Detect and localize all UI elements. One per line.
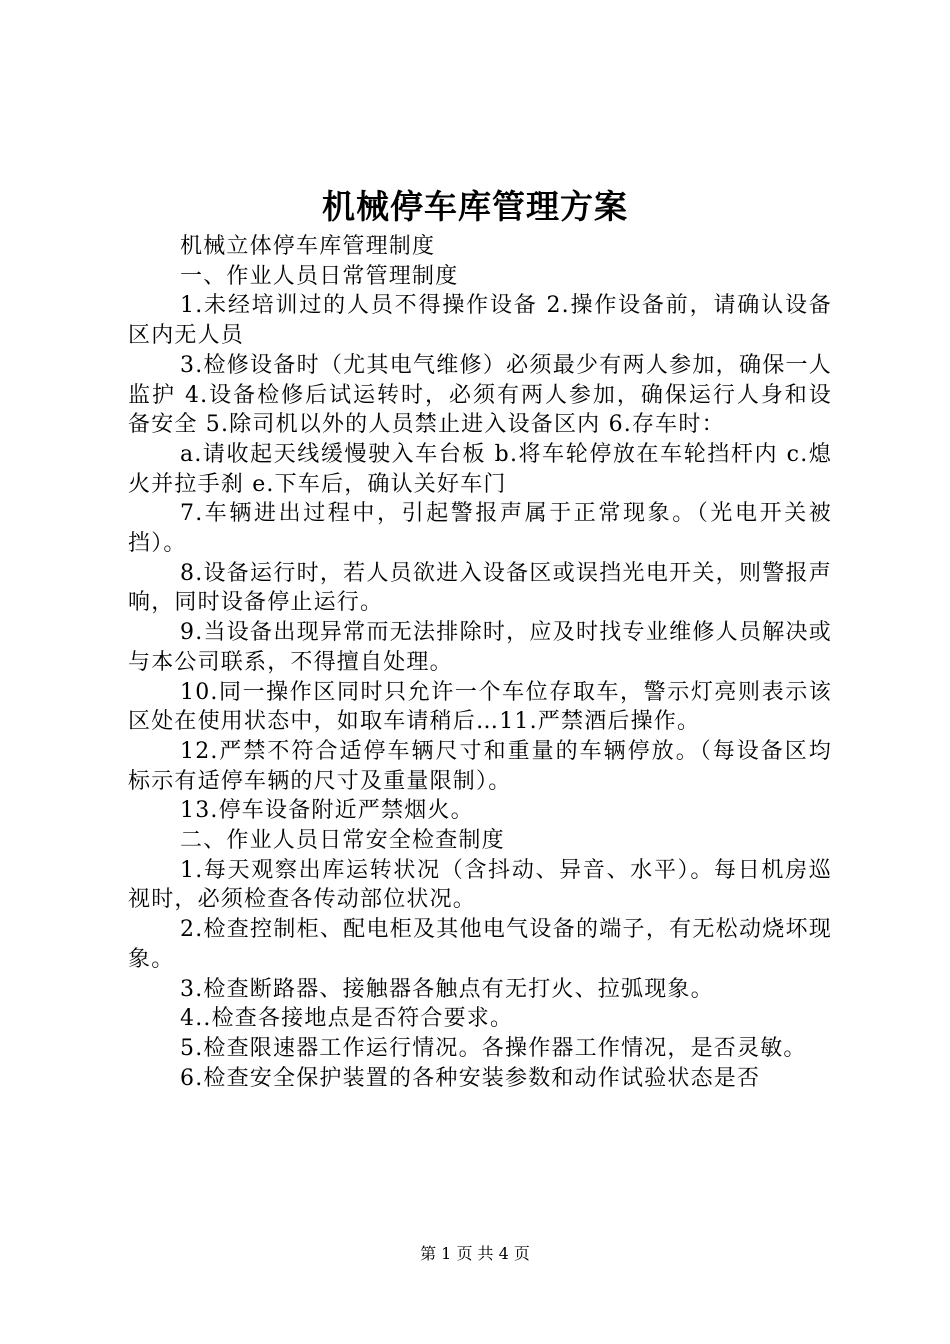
paragraph: 6.检查安全保护装置的各种安装参数和动作试验状态是否	[180, 1065, 761, 1091]
paragraph: 1.每天观察出库运转状况（含抖动、异音、水平）。每日机房巡视时，必须检查各传动部位状况。	[128, 857, 832, 913]
document-title: 机械停车库管理方案	[322, 187, 628, 226]
paragraph: 13.停车设备附近严禁烟火。	[180, 798, 474, 824]
paragraph: 二、作业人员日常安全检查制度	[180, 828, 505, 854]
paragraph: 3.检修设备时（尤其电气维修）必须最少有两人参加，确保一人监护 4.设备检修后试运转时，必须有两人参加，确保运行人身和设备安全 5.除司机以外的人员禁止进入设备区内 6.存车时：	[128, 352, 832, 438]
paragraph: 4..检查各接地点是否符合要求。	[180, 1006, 514, 1032]
paragraph: 10.同一操作区同时只允许一个车位存取车，警示灯亮则表示该区处在使用状态中，如取车请稍后…11.严禁酒后操作。	[128, 679, 832, 735]
page-number-footer: 第 1 页 共 4 页	[420, 1244, 530, 1263]
paragraph: 9.当设备出现异常而无法排除时，应及时找专业维修人员解决或与本公司联系，不得擅自处理。	[128, 620, 832, 675]
paragraph: 12.严禁不符合适停车辆尺寸和重量的车辆停放。（每设备区均标示有适停车辆的尺寸及重量限制）。	[128, 738, 832, 794]
paragraph: 3.检查断路器、接触器各触点有无打火、拉弧现象。	[180, 976, 714, 1002]
paragraph: 机械立体停车库管理制度	[180, 234, 436, 259]
paragraph: a.请收起天线缓慢驶入车台板 b.将车轮停放在车轮挡杆内 c.熄火并拉手刹 e.下车后，确认关好车门	[128, 441, 832, 497]
paragraph: 1.未经培训过的人员不得操作设备 2.操作设备前，请确认设备区内无人员	[128, 293, 832, 349]
paragraph: 8.设备运行时，若人员欲进入设备区或误挡光电开关，则警报声响，同时设备停止运行。	[128, 560, 832, 616]
paragraph: 2.检查控制柜、配电柜及其他电气设备的端子，有无松动烧坏现象。	[128, 917, 832, 972]
paragraph: 5.检查限速器工作运行情况。各操作器工作情况，是否灵敏。	[180, 1035, 807, 1061]
document-body	[128, 232, 832, 1093]
paragraph: 一、作业人员日常管理制度	[180, 263, 459, 289]
paragraph: 7.车辆进出过程中，引起警报声属于正常现象。（光电开关被挡）。	[128, 501, 832, 557]
